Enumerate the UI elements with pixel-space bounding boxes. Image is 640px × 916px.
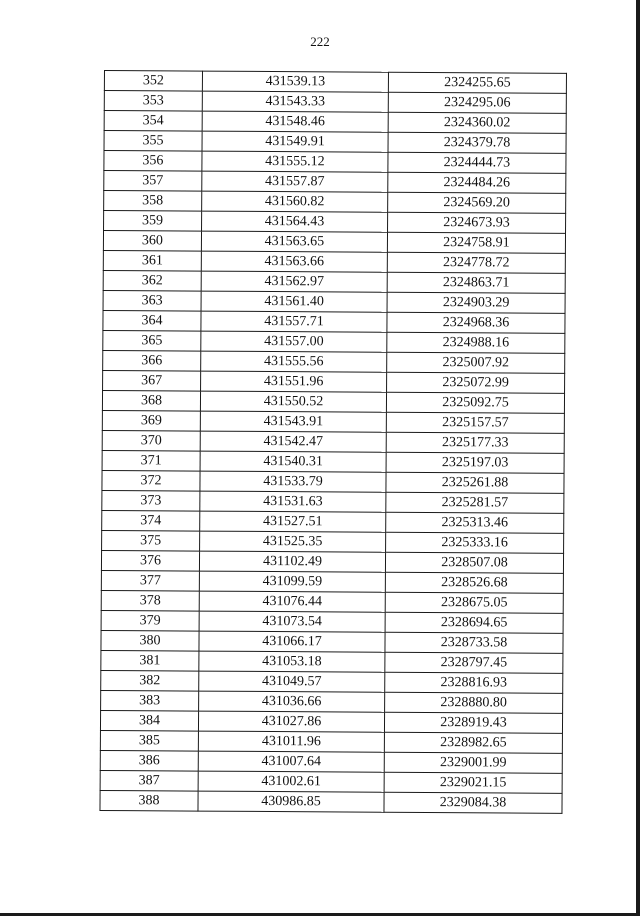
- point-number-cell: 367: [103, 370, 201, 391]
- y-coordinate-cell: 2325092.75: [386, 392, 564, 413]
- point-number-cell: 359: [104, 211, 202, 232]
- table-row: [104, 111, 566, 134]
- table-row: [103, 310, 565, 333]
- x-coordinate-cell: 430986.85: [198, 791, 384, 812]
- x-coordinate-cell: 431102.49: [199, 551, 385, 572]
- x-coordinate-cell: 431560.82: [202, 191, 388, 212]
- x-coordinate-cell: 431533.79: [200, 471, 386, 492]
- point-number-cell: 362: [103, 270, 201, 291]
- page-number: 222: [310, 34, 330, 49]
- point-number-cell: 357: [104, 171, 202, 192]
- y-coordinate-cell: 2324988.16: [387, 332, 565, 353]
- x-coordinate-cell: 431011.96: [198, 731, 384, 752]
- y-coordinate-cell: 2325313.46: [386, 512, 564, 533]
- table-row: [104, 151, 566, 174]
- table-row: [101, 630, 563, 653]
- table-row: [103, 231, 565, 254]
- x-coordinate-cell: 431049.57: [199, 671, 385, 692]
- table-row: [104, 131, 566, 154]
- x-coordinate-cell: 431555.12: [202, 151, 388, 172]
- point-number-cell: 355: [104, 131, 202, 152]
- point-number-cell: 379: [101, 610, 199, 631]
- coordinate-table: [99, 70, 567, 814]
- table-row: [100, 730, 562, 753]
- x-coordinate-cell: 431555.56: [201, 351, 387, 372]
- table-row: [100, 770, 562, 793]
- point-number-cell: 380: [101, 630, 199, 651]
- point-number-cell: 374: [102, 510, 200, 531]
- point-number-cell: 356: [104, 151, 202, 172]
- x-coordinate-cell: 431076.44: [199, 591, 385, 612]
- x-coordinate-cell: 431564.43: [202, 211, 388, 232]
- x-coordinate-cell: 431548.46: [202, 111, 388, 132]
- x-coordinate-cell: 431007.64: [198, 751, 384, 772]
- table-row: [103, 270, 565, 293]
- point-number-cell: 372: [102, 470, 200, 491]
- table-row: [101, 570, 563, 593]
- point-number-cell: 384: [100, 710, 198, 731]
- y-coordinate-cell: 2325197.03: [386, 452, 564, 473]
- x-coordinate-cell: 431561.40: [201, 291, 387, 312]
- x-coordinate-cell: 431525.35: [200, 531, 386, 552]
- point-number-cell: 360: [103, 231, 201, 252]
- point-number-cell: 368: [102, 390, 200, 411]
- y-coordinate-cell: 2328919.43: [384, 712, 562, 733]
- point-number-cell: 376: [101, 550, 199, 571]
- point-number-cell: 378: [101, 590, 199, 611]
- y-coordinate-cell: 2324360.02: [388, 112, 566, 133]
- table-row: [102, 470, 564, 493]
- table-row: [103, 290, 565, 313]
- y-coordinate-cell: 2324968.36: [387, 312, 565, 333]
- point-number-cell: 358: [104, 191, 202, 212]
- y-coordinate-cell: 2328880.80: [385, 692, 563, 713]
- point-number-cell: 361: [103, 250, 201, 271]
- table-row: [102, 450, 564, 473]
- y-coordinate-cell: 2328816.93: [385, 672, 563, 693]
- x-coordinate-cell: 431557.87: [202, 171, 388, 192]
- table-row: [102, 490, 564, 513]
- x-coordinate-cell: 431099.59: [199, 571, 385, 592]
- y-coordinate-cell: 2325007.92: [387, 352, 565, 373]
- x-coordinate-cell: 431543.33: [202, 91, 388, 112]
- table-row: [102, 430, 564, 453]
- y-coordinate-cell: 2325333.16: [386, 532, 564, 553]
- scan-edge-right: [636, 0, 640, 916]
- table-row: [101, 670, 563, 693]
- y-coordinate-cell: 2328526.68: [385, 572, 563, 593]
- x-coordinate-cell: 431066.17: [199, 631, 385, 652]
- table-row: [104, 171, 566, 194]
- point-number-cell: 363: [103, 290, 201, 311]
- table-row: [102, 510, 564, 533]
- point-number-cell: 364: [103, 310, 201, 331]
- y-coordinate-cell: 2328797.45: [385, 652, 563, 673]
- y-coordinate-cell: 2329084.38: [384, 792, 562, 813]
- x-coordinate-cell: 431073.54: [199, 611, 385, 632]
- y-coordinate-cell: 2324778.72: [387, 252, 565, 273]
- x-coordinate-cell: 431557.71: [201, 311, 387, 332]
- table-row: [101, 590, 563, 613]
- table-row: [102, 410, 564, 433]
- table-row: [102, 530, 564, 553]
- x-coordinate-cell: 431542.47: [200, 431, 386, 452]
- x-coordinate-cell: 431562.97: [201, 271, 387, 292]
- y-coordinate-cell: 2329001.99: [384, 752, 562, 773]
- point-number-cell: 388: [100, 790, 198, 811]
- table-row: [101, 650, 563, 673]
- y-coordinate-cell: 2328694.65: [385, 612, 563, 633]
- point-number-cell: 369: [102, 410, 200, 431]
- y-coordinate-cell: 2324863.71: [387, 272, 565, 293]
- x-coordinate-cell: 431531.63: [200, 491, 386, 512]
- y-coordinate-cell: 2325157.57: [386, 412, 564, 433]
- table-row: [100, 750, 562, 773]
- x-coordinate-cell: 431527.51: [200, 511, 386, 532]
- x-coordinate-cell: 431027.86: [198, 711, 384, 732]
- x-coordinate-cell: 431551.96: [201, 371, 387, 392]
- table-row: [104, 191, 566, 214]
- y-coordinate-cell: 2324673.93: [388, 212, 566, 233]
- y-coordinate-cell: 2325072.99: [387, 372, 565, 393]
- y-coordinate-cell: 2324295.06: [388, 92, 566, 113]
- point-number-cell: 353: [104, 91, 202, 112]
- table-row: [101, 690, 563, 713]
- table-row: [104, 91, 566, 114]
- table-row: [104, 71, 566, 94]
- table-row: [102, 390, 564, 413]
- point-number-cell: 352: [104, 71, 202, 92]
- y-coordinate-cell: 2324255.65: [388, 72, 566, 93]
- x-coordinate-cell: 431053.18: [199, 651, 385, 672]
- table-row: [103, 330, 565, 353]
- point-number-cell: 365: [103, 330, 201, 351]
- point-number-cell: 387: [100, 770, 198, 791]
- x-coordinate-cell: 431563.65: [201, 231, 387, 252]
- point-number-cell: 382: [101, 670, 199, 691]
- x-coordinate-cell: 431549.91: [202, 131, 388, 152]
- coordinate-table-body: [100, 71, 567, 814]
- y-coordinate-cell: 2324484.26: [388, 172, 566, 193]
- y-coordinate-cell: 2328733.58: [385, 632, 563, 653]
- y-coordinate-cell: 2325281.57: [386, 492, 564, 513]
- table-row: [104, 211, 566, 234]
- point-number-cell: 373: [102, 490, 200, 511]
- point-number-cell: 371: [102, 450, 200, 471]
- point-number-cell: 383: [101, 690, 199, 711]
- x-coordinate-cell: 431557.00: [201, 331, 387, 352]
- x-coordinate-cell: 431539.13: [202, 71, 388, 92]
- x-coordinate-cell: 431540.31: [200, 451, 386, 472]
- table-row: [103, 250, 565, 273]
- y-coordinate-cell: 2324379.78: [388, 132, 566, 153]
- point-number-cell: 354: [104, 111, 202, 132]
- y-coordinate-cell: 2325261.88: [386, 472, 564, 493]
- x-coordinate-cell: 431543.91: [200, 411, 386, 432]
- table-row: [101, 550, 563, 573]
- point-number-cell: 375: [102, 530, 200, 551]
- y-coordinate-cell: 2324444.73: [388, 152, 566, 173]
- y-coordinate-cell: 2329021.15: [384, 772, 562, 793]
- y-coordinate-cell: 2328507.08: [385, 552, 563, 573]
- y-coordinate-cell: 2324569.20: [388, 192, 566, 213]
- y-coordinate-cell: 2328675.05: [385, 592, 563, 613]
- x-coordinate-cell: 431036.66: [199, 691, 385, 712]
- table-row: [100, 710, 562, 733]
- y-coordinate-cell: 2324903.29: [387, 292, 565, 313]
- y-coordinate-cell: 2324758.91: [387, 232, 565, 253]
- table-row: [101, 610, 563, 633]
- point-number-cell: 370: [102, 430, 200, 451]
- x-coordinate-cell: 431550.52: [200, 391, 386, 412]
- point-number-cell: 386: [100, 750, 198, 771]
- point-number-cell: 366: [103, 350, 201, 371]
- x-coordinate-cell: 431563.66: [201, 251, 387, 272]
- point-number-cell: 381: [101, 650, 199, 671]
- point-number-cell: 377: [101, 570, 199, 591]
- table-row: [100, 790, 562, 813]
- x-coordinate-cell: 431002.61: [198, 771, 384, 792]
- y-coordinate-cell: 2328982.65: [384, 732, 562, 753]
- table-row: [103, 350, 565, 373]
- point-number-cell: 385: [100, 730, 198, 751]
- table-row: [103, 370, 565, 393]
- y-coordinate-cell: 2325177.33: [386, 432, 564, 453]
